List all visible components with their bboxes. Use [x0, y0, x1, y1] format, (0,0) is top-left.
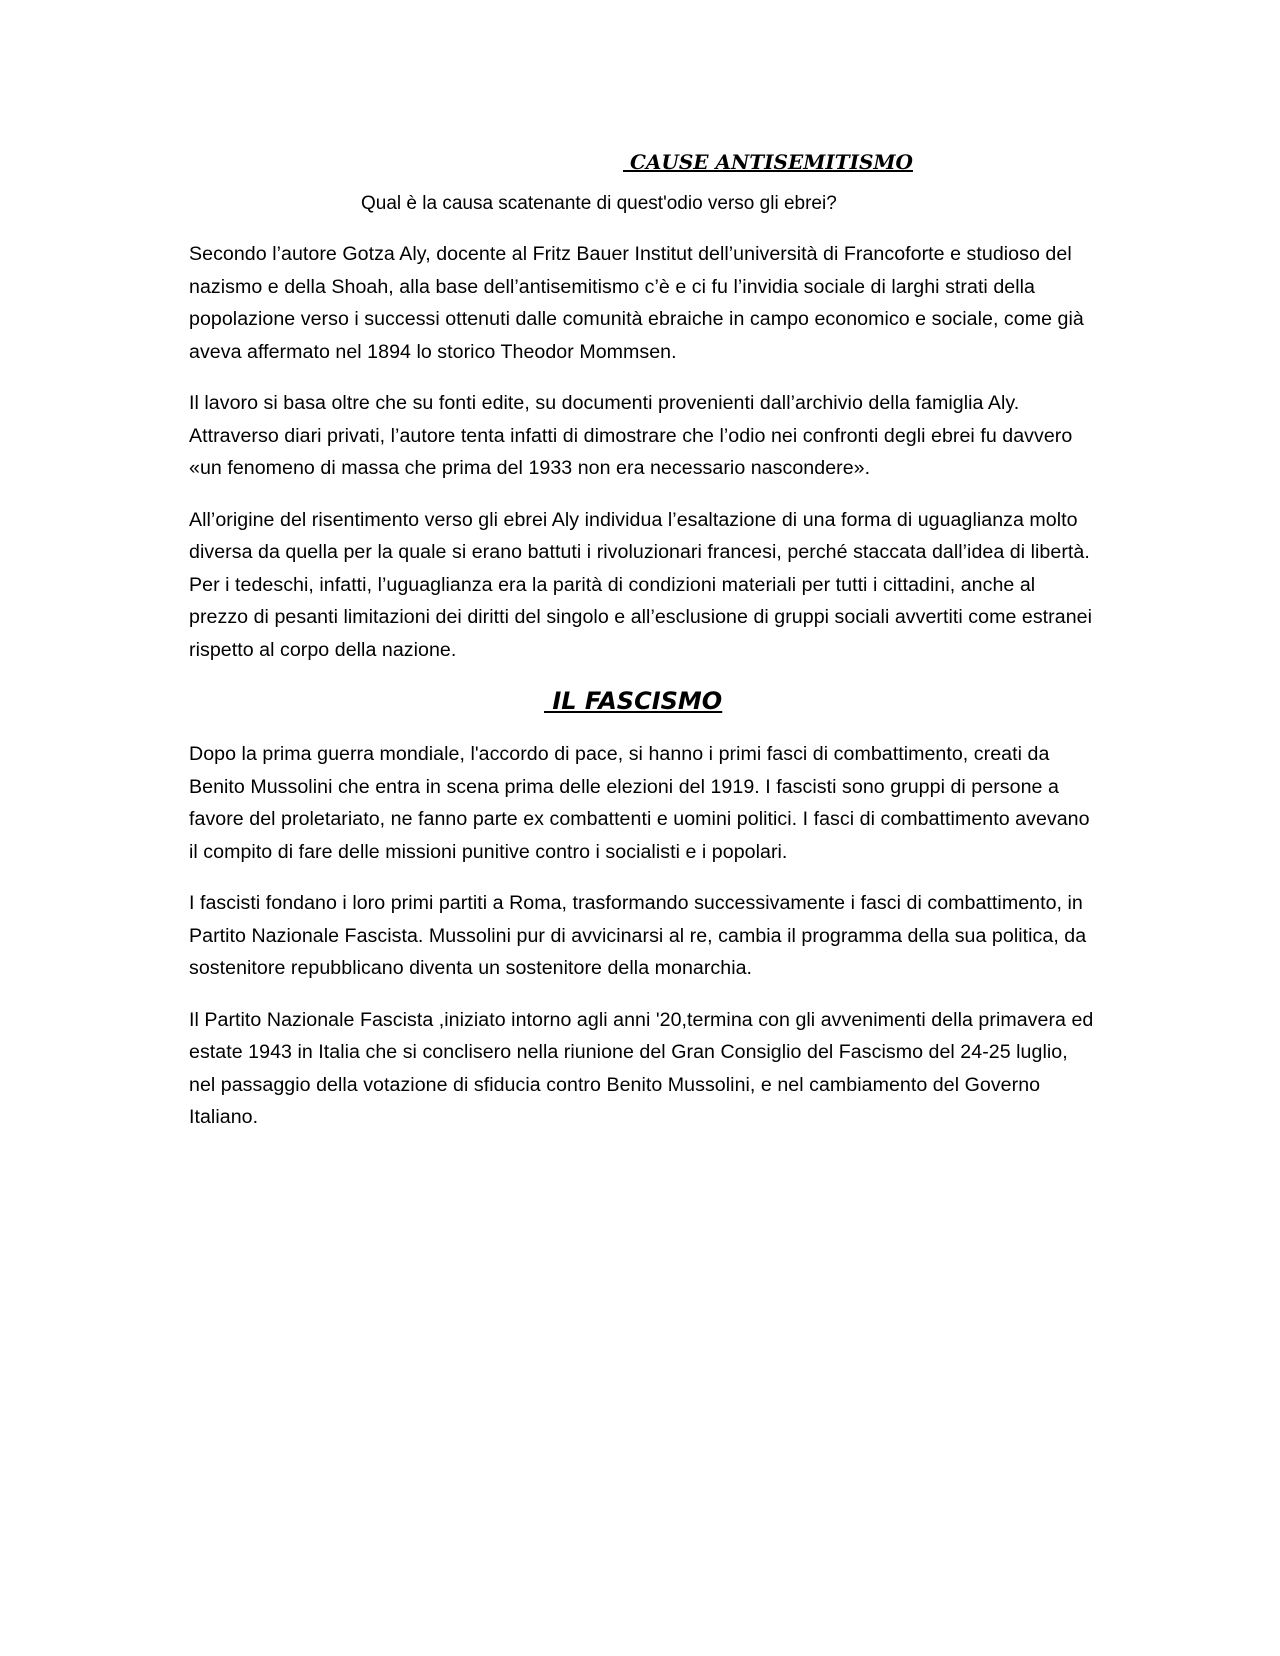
- section-title-antisemitismo: CAUSE ANTISEMITISMO: [623, 150, 913, 174]
- section-title-fascismo: IL FASCISMO: [544, 687, 723, 715]
- document-body: [189, 148, 1094, 1134]
- paragraph-aly-intro: Secondo l’autore Gotza Aly, docente al Fritz Bauer Institut dell’università di Francoforte e studioso del nazismo e della Shoah, alla base dell’antisemitismo c’è e ci fu l’invidia sociale di larghi strati della popolazione verso i successi ottenuti dalle comunità ebraiche in campo economico e sociale, come già aveva affermato nel 1894 lo storico Theodor Mommsen.: [189, 243, 1084, 363]
- paragraph-aly-origin: All’origine del risentimento verso gli ebrei Aly individua l’esaltazione di una forma di uguaglianza molto diversa da quella per la quale si erano battuti i rivoluzionari francesi, perché staccata dall’idea di libertà. Per i tedeschi, infatti, l’uguaglianza era la parità di condizioni materiali per tutti i cittadini, anche al prezzo di pesanti limitazioni dei diritti del singolo e all’esclusione di gruppi sociali avvertiti come estranei rispetto al corpo della nazione.: [189, 508, 1092, 661]
- paragraph-partito-fine: Il Partito Nazionale Fascista ,iniziato intorno agli anni '20,termina con gli avvenimenti della primavera ed estate 1943 in Italia che si conclisero nella riunione del Gran Consiglio del Fascismo del 24-25 luglio, nel passaggio della votazione di sfiducia contro Benito Mussolini, e nel cambiamento del Governo Italiano.: [189, 1008, 1094, 1128]
- section-question: Qual è la causa scatenante di quest'odio verso gli ebrei?: [361, 193, 837, 214]
- paragraph-aly-sources: Il lavoro si basa oltre che su fonti edite, su documenti provenienti dall’archivio della famiglia Aly. Attraverso diari privati, l’autore tenta infatti di dimostrare che l’odio nei confronti degli ebrei fu davvero «un fenomeno di massa che prima del 1933 non era necessario nascondere».: [189, 392, 1073, 479]
- paragraph-fasci-combattimento: Dopo la prima guerra mondiale, l'accordo di pace, si hanno i primi fasci di combattimento, creati da Benito Mussolini che entra in scena prima delle elezioni del 1919. I fascisti sono gruppi di persone a favore del proletariato, ne fanno parte ex combattenti e uomini politici. I fasci di combattimento avevano il compito di fare delle missioni punitive contro i socialisti e i popolari.: [189, 743, 1090, 863]
- paragraph-partito-fondazione: I fascisti fondano i loro primi partiti a Roma, trasformando successivamente i fasci di combattimento, in Partito Nazionale Fascista. Mussolini pur di avvicinarsi al re, cambia il programma della sua politica, da sostenitore repubblicano diventa un sostenitore della monarchia.: [189, 892, 1087, 979]
